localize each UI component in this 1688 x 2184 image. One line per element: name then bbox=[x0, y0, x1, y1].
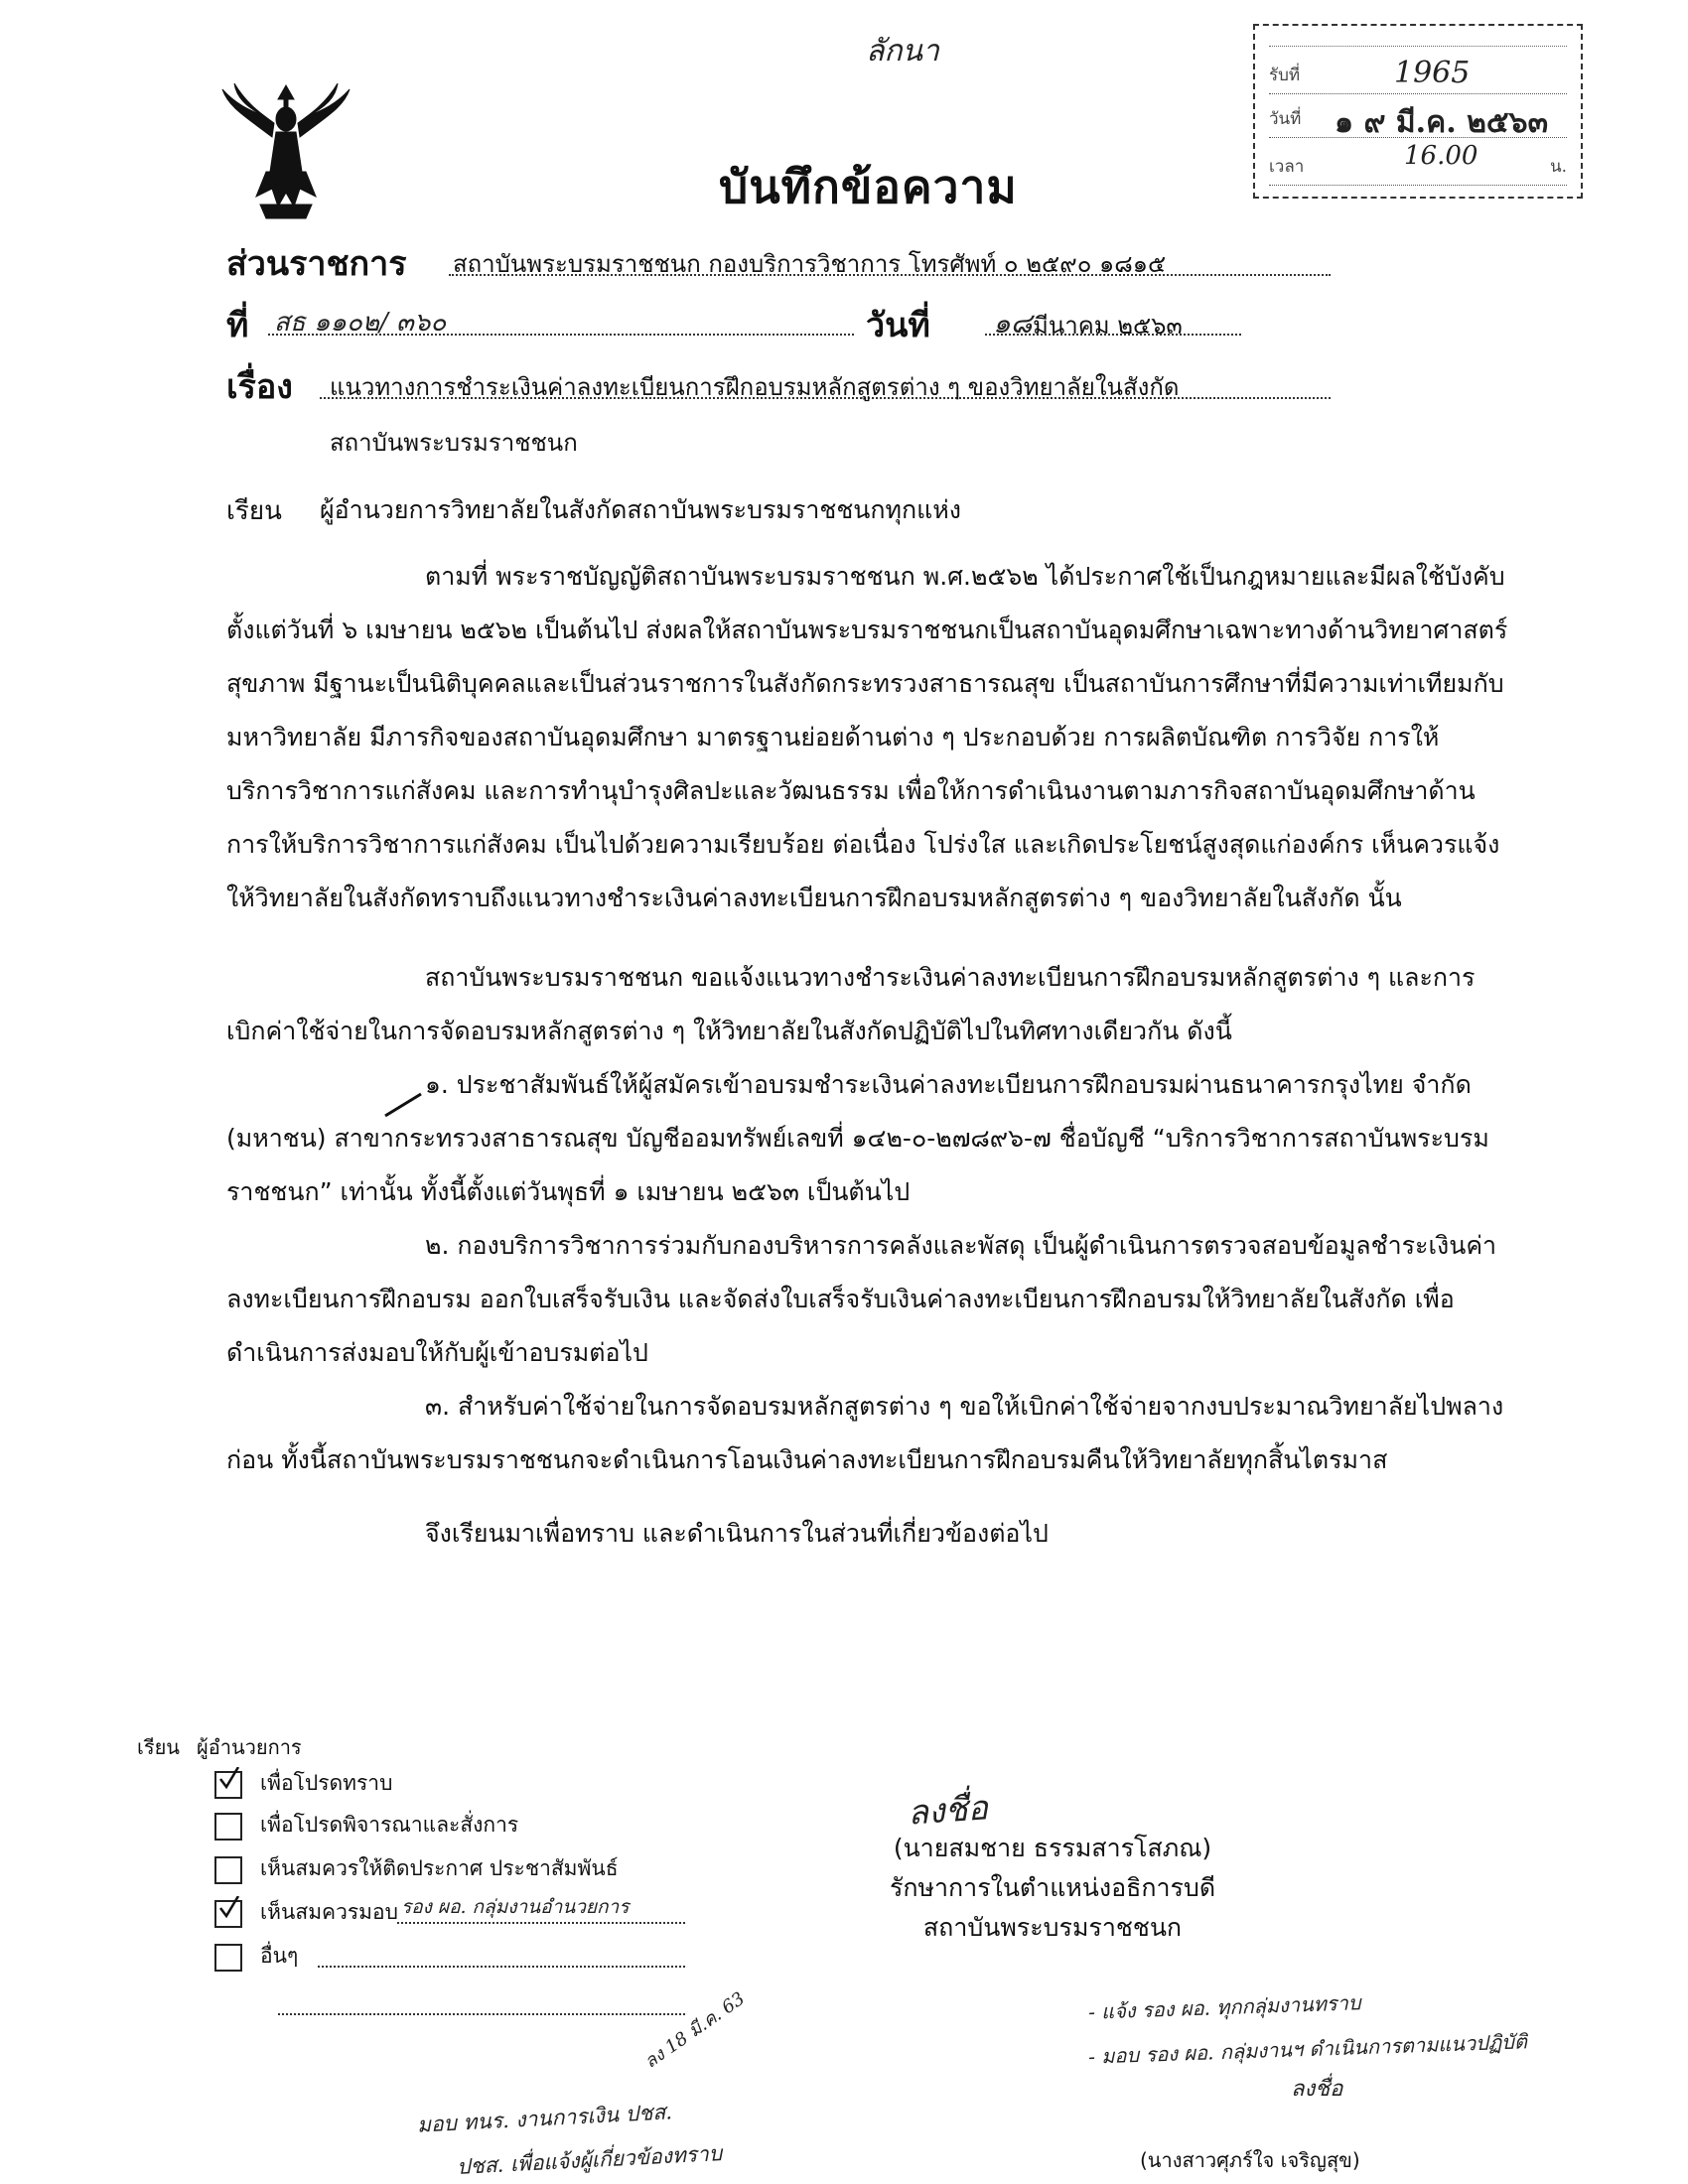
stamp-number: 1965 bbox=[1394, 56, 1471, 90]
to-label: เรียน bbox=[226, 496, 282, 526]
stamp-label-time: เวลา bbox=[1269, 157, 1305, 177]
stamp-date: ๑ ๙ มี.ค. ๒๕๖๓ bbox=[1335, 105, 1549, 140]
stamp-time: 16.00 bbox=[1404, 141, 1478, 171]
to-value: ผู้อำนวยการวิทยาลัยในสังกัดสถาบันพระบรมราชชนกทุกแห่ง bbox=[320, 495, 961, 524]
option-other: อื่นๆ bbox=[260, 1944, 299, 1968]
assign-note: รอง ผอ. กลุ่มงานอำนวยการ bbox=[401, 1896, 630, 1918]
routing-to-value: ผู้อำนวยการ bbox=[197, 1735, 302, 1759]
stamp-header-line bbox=[1269, 32, 1567, 47]
handwritten-signature: ลงชื่อ bbox=[906, 1788, 990, 1834]
item-2: ๒. กองบริการวิชาการร่วมกับกองบริหารการคลังและพัสดุ เป็นผู้ดำเนินการตรวจสอบข้อมูลชำระเงินค่าลงทะเบียนการฝึกอบรม ออกใบเสร็จรับเงิน และจัดส่งใบเสร็จรับเงินค่าลงทะเบียนการฝึกอบรมให้วิทยาลัยในสังกัด เพื่อดำเนินการส่งมอบให้กับผู้เข้าอบรมต่อไป bbox=[226, 1231, 1497, 1367]
received-stamp bbox=[1253, 24, 1583, 199]
subject-label: เรื่อง bbox=[226, 367, 293, 407]
option-assign: เห็นสมควรมอบ bbox=[260, 1900, 398, 1924]
agency-label: ส่วนราชการ bbox=[226, 244, 407, 284]
option-post-announcement: เห็นสมควรให้ติดประกาศ ประชาสัมพันธ์ bbox=[260, 1856, 619, 1880]
small-date-note: ลง 18 มี.ค. 63 bbox=[640, 1987, 750, 2073]
signature-block bbox=[794, 1829, 1311, 1948]
item-3: ๓. สำหรับค่าใช้จ่ายในการจัดอบรมหลักสูตรต่าง ๆ ขอให้เบิกค่าใช้จ่ายจากงบประมาณวิทยาลัยไปพลางก่อน ทั้งนี้สถาบันพระบรมราชชนกจะดำเนินการโอนเงินค่าลงทะเบียนการฝึกอบรมคืนให้วิทยาลัยทุกสิ้นไตรมาส bbox=[226, 1392, 1504, 1474]
right-note-1: - แจ้ง รอง ผอ. ทุกกลุ่มงานทราบ bbox=[1087, 1990, 1361, 2024]
top-handwritten-note: ลักนา bbox=[866, 34, 939, 68]
other-dotline-2 bbox=[278, 2013, 685, 2015]
stamp-label-number: รับที่ bbox=[1269, 66, 1301, 85]
assign-dotline bbox=[397, 1922, 685, 1924]
other-dotline-1 bbox=[318, 1966, 685, 1968]
date-label: วันที่ bbox=[866, 306, 930, 345]
stamp-time-suffix: น. bbox=[1549, 157, 1567, 177]
bottom-signer-name: (นางสาวศุภร์ใจ เจริญสุข) bbox=[1140, 2148, 1360, 2172]
bottom-note-2: ปชส. เพื่อแจ้งผู้เกี่ยวข้องทราบ bbox=[456, 2141, 723, 2179]
bottom-note-1: มอบ ทนร. งานการเงิน ปชส. bbox=[416, 2100, 673, 2137]
date-day: ๑๘ bbox=[993, 307, 1033, 340]
option-for-consideration: เพื่อโปรดพิจารณาและสั่งการ bbox=[260, 1813, 519, 1837]
garuda-emblem bbox=[216, 77, 355, 226]
checkbox-for-information[interactable] bbox=[214, 1771, 242, 1799]
routing-to-label: เรียน bbox=[137, 1735, 180, 1759]
checkbox-for-consideration[interactable] bbox=[214, 1813, 242, 1841]
right-signature: ลงชื่อ bbox=[1291, 2077, 1343, 2102]
date-rest: มีนาคม ๒๕๖๓ bbox=[1033, 312, 1183, 340]
pen-tick-mark bbox=[383, 1090, 423, 1120]
signer-org: สถาบันพระบรมราชชนก bbox=[922, 1913, 1183, 1942]
ref-value: สธ ๑๑๐๒/ ๓๖๐ bbox=[274, 308, 447, 338]
checkbox-post-announcement[interactable] bbox=[214, 1856, 242, 1884]
paragraph-2: สถาบันพระบรมราชชนก ขอแจ้งแนวทางชำระเงินค่าลงทะเบียนการฝึกอบรมหลักสูตรต่าง ๆ และการเบิกค่าใช้จ่ายในการจัดอบรมหลักสูตรต่าง ๆ ให้วิทยาลัยในสังกัดปฏิบัติไปในทิศทางเดียวกัน ดังนี้ bbox=[226, 963, 1476, 1045]
paragraph-1: ตามที่ พระราชบัญญัติสถาบันพระบรมราชชนก พ.ศ.๒๕๖๒ ได้ประกาศใช้เป็นกฎหมายและมีผลใช้บังคับตั้งแต่วันที่ ๖ เมษายน ๒๕๖๒ เป็นต้นไป ส่งผลให้สถาบันพระบรมราชชนกเป็นสถาบันอุดมศึกษาเฉพาะทางด้านวิทยาศาสตร์สุขภาพ มีฐานะเป็นนิติบุคคลและเป็นส่วนราชการในสังกัดกระทรวงสาธารณสุข เป็นสถาบันการศึกษาที่มีความเท่าเทียมกับมหาวิทยาลัย มีภารกิจของสถาบันอุดมศึกษา มาตรฐานย่อยด้านต่าง ๆ ประกอบด้วย การผลิตบัณฑิต การวิจัย การให้บริการวิชาการแก่สังคม และการทำนุบำรุงศิลปะและวัฒนธรรม เพื่อให้การดำเนินงานตามภารกิจสถาบันอุดมศึกษาด้านการให้บริการวิชาการแก่สังคม เป็นไปด้วยความเรียบร้อย ต่อเนื่อง โปร่งใส และเกิดประโยชน์สูงสุดแก่องค์กร เห็นควรแจ้งให้วิทยาลัยในสังกัดทราบถึงแนวทางชำระเงินค่าลงทะเบียนการฝึกอบรมหลักสูตรต่าง ๆ ของวิทยาลัยในสังกัด นั้น bbox=[226, 562, 1508, 912]
ref-label: ที่ bbox=[226, 306, 249, 345]
body-text bbox=[226, 550, 1509, 1561]
closing-line: จึงเรียนมาเพื่อทราบ และดำเนินการในส่วนที่เกี่ยวข้องต่อไป bbox=[425, 1519, 1049, 1548]
agency-value: สถาบันพระบรมราชชนก กองบริการวิชาการ โทรศัพท์ ๐ ๒๕๙๐ ๑๘๑๕ bbox=[453, 250, 1167, 278]
signer-position: รักษาการในตำแหน่งอธิการบดี bbox=[889, 1873, 1216, 1902]
checkbox-assign[interactable] bbox=[214, 1900, 242, 1928]
subject-line2: สถาบันพระบรมราชชนก bbox=[330, 429, 578, 457]
checkbox-other[interactable] bbox=[214, 1944, 242, 1972]
subject-line1: แนวทางการชำระเงินค่าลงทะเบียนการฝึกอบรมหลักสูตรต่าง ๆ ของวิทยาลัยในสังกัด bbox=[330, 373, 1180, 401]
option-for-information: เพื่อโปรดทราบ bbox=[260, 1771, 393, 1795]
right-note-2: - มอบ รอง ผอ. กลุ่มงานฯ ดำเนินการตามแนวปฏิบัติ bbox=[1087, 2029, 1528, 2069]
document-title: บันทึกข้อความ bbox=[719, 160, 1018, 213]
signer-name: (นายสมชาย ธรรมสารโสภณ) bbox=[893, 1834, 1212, 1862]
item-1: ๑. ประชาสัมพันธ์ให้ผู้สมัครเข้าอบรมชำระเงินค่าลงทะเบียนการฝึกอบรมผ่านธนาคารกรุงไทย จำกัด (มหาชน) สาขากระทรวงสาธารณสุข บัญชีออมทรัพย์เลขที่ ๑๔๒-๐-๒๗๘๙๖-๗ ชื่อบัญชี “บริการวิชาการสถาบันพระบรมราชชนก” เท่านั้น ทั้งนี้ตั้งแต่วันพุธที่ ๑ เมษายน ๒๕๖๓ เป็นต้นไป bbox=[226, 1070, 1489, 1206]
stamp-label-date: วันที่ bbox=[1269, 109, 1302, 129]
